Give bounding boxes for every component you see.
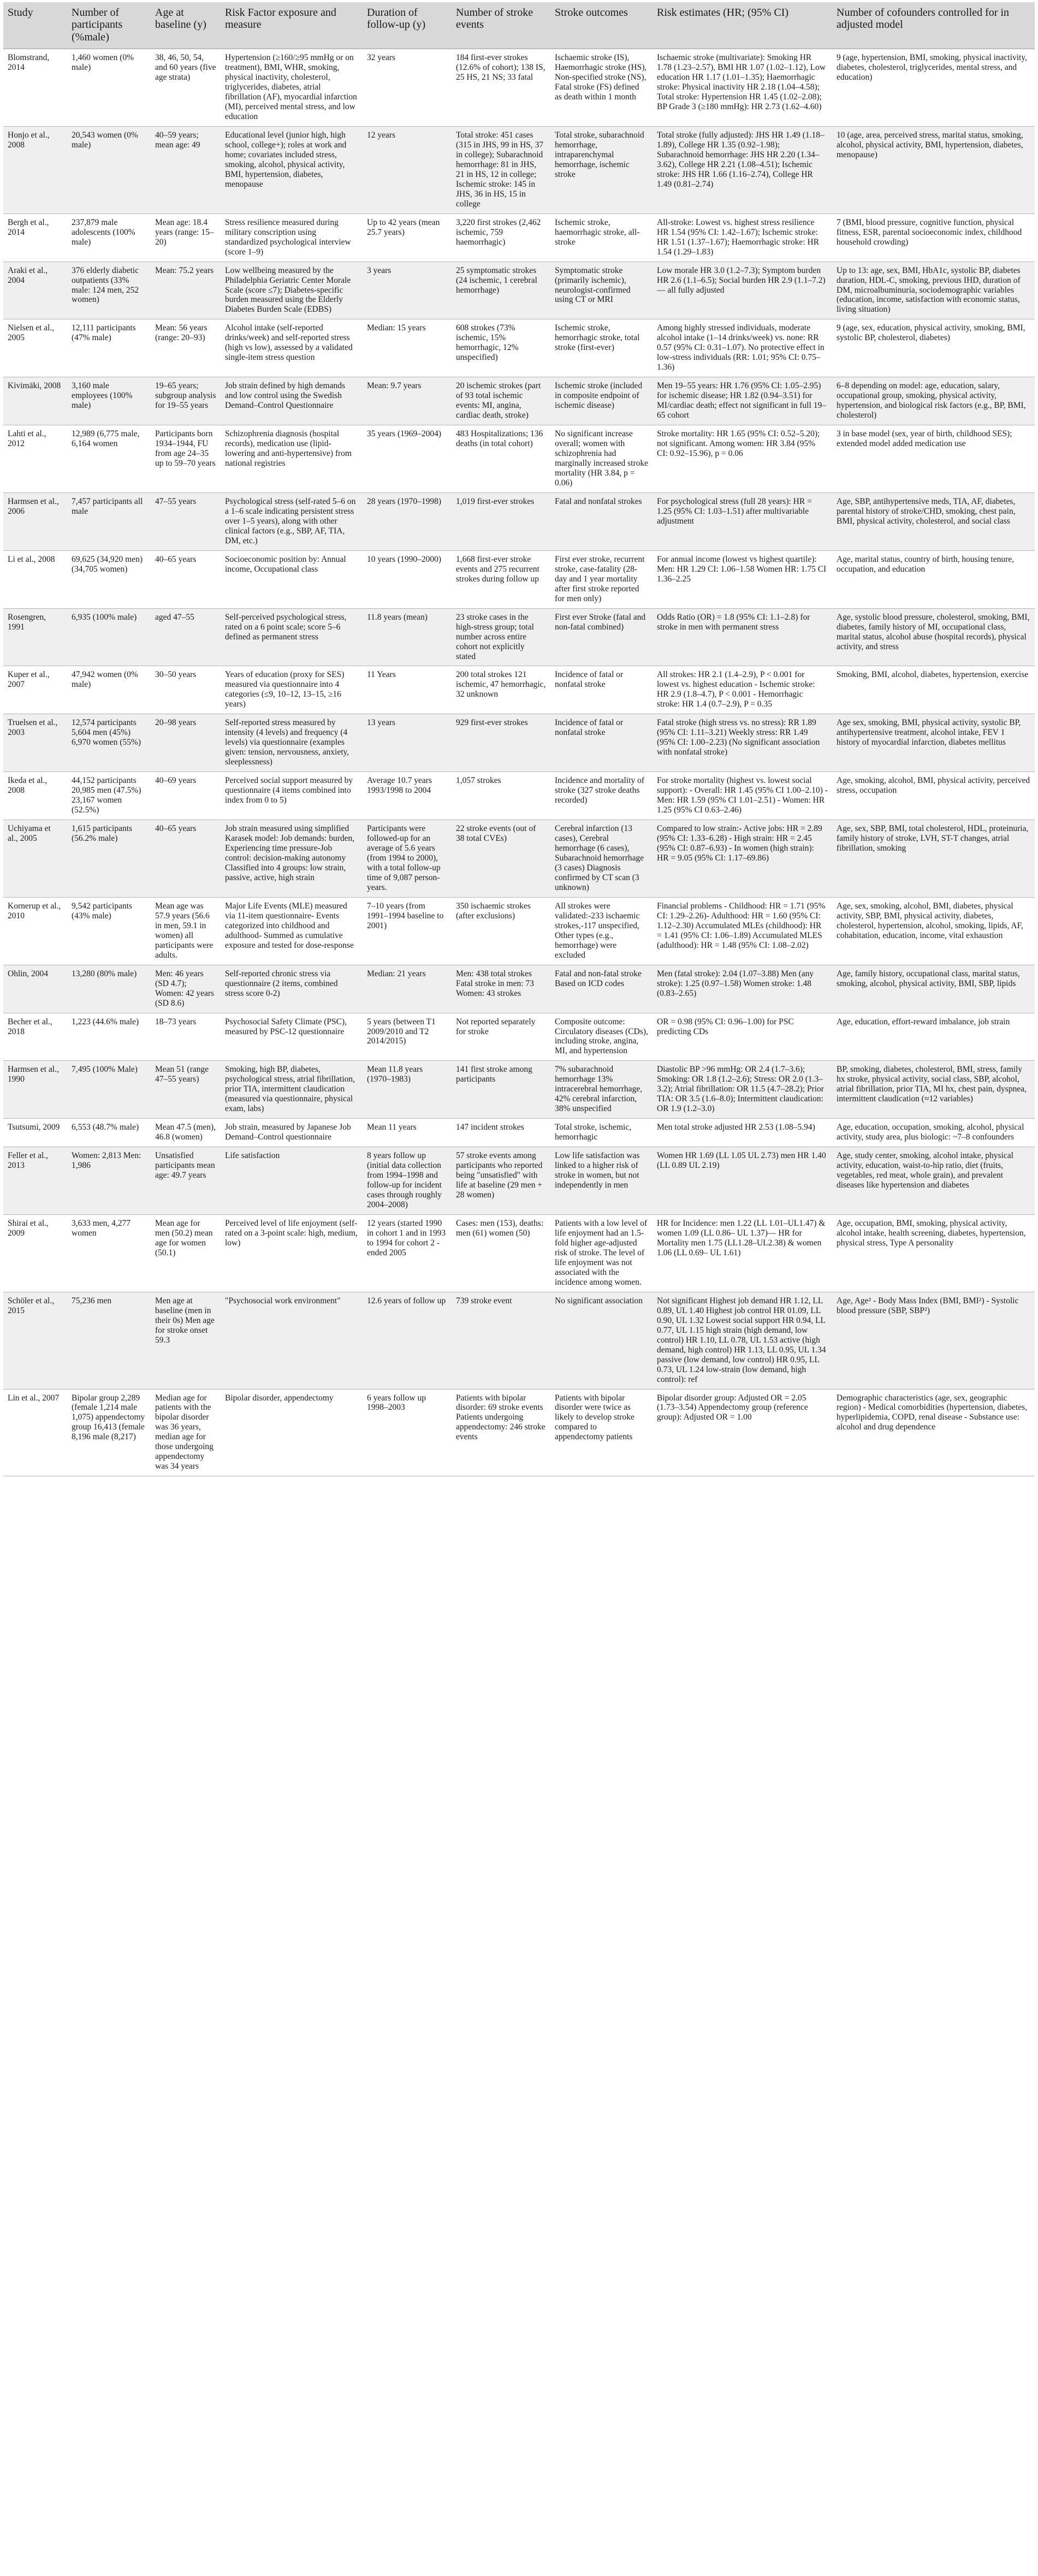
table-cell: 3 years xyxy=(363,262,452,319)
table-cell: Patients with bipolar disorder were twice as likely to develop stroke compared to appendectomy patients xyxy=(550,1389,653,1476)
table-cell: 11.8 years (mean) xyxy=(363,608,452,666)
table-cell: Ischemic stroke, haemorrhagic stroke, all-stroke xyxy=(550,213,653,262)
table-cell: 237,879 male adolescents (100% male) xyxy=(67,213,151,262)
table-cell: Mean 11 years xyxy=(363,1119,452,1147)
study-cell: Bergh et al., 2014 xyxy=(3,213,67,262)
table-cell: 1,223 (44.6% male) xyxy=(67,1013,151,1061)
table-cell: Age, marital status, country of birth, housing tenure, occupation, and education xyxy=(832,550,1035,608)
table-cell: 6,553 (48.7% male) xyxy=(67,1119,151,1147)
table-cell: 350 ischaemic strokes (after exclusions) xyxy=(452,897,550,965)
table-cell: 10 (age, area, perceived stress, marital status, smoking, alcohol, physical activity, BMI, hypertension, diabetes, menopause) xyxy=(832,126,1035,213)
table-cell: Women HR 1.69 (LL 1.05 UL 2.73) men HR 1.40 (LL 0.89 UL 2.19) xyxy=(653,1147,832,1215)
table-cell: 6,935 (100% male) xyxy=(67,608,151,666)
table-cell: Psychosocial Safety Climate (PSC), measured by PSC-12 questionnaire xyxy=(221,1013,363,1061)
column-header: Risk estimates (HR; (95% CI) xyxy=(653,2,832,49)
study-cell: Becher et al., 2018 xyxy=(3,1013,67,1061)
table-cell: Compared to low strain:- Active jobs: HR = 2.89 (95% CI: 1.33–6.28) - High strain: HR = 2.45 (95% CI: 0.87–6.93) - In women (high strain): HR = 9.05 (95% CI: 1.17–69.86) xyxy=(653,820,832,898)
table-cell: Bipolar disorder group: Adjusted OR = 2.05 (1.73–3.54) Appendectomy group (reference group): Adjusted OR = 1.00 xyxy=(653,1389,832,1476)
table-cell: 184 first-ever strokes (12.6% of cohort); 138 IS, 25 HS, 21 NS; 33 fatal xyxy=(452,49,550,127)
table-cell: Mean age: 18.4 years (range: 15–20) xyxy=(151,213,221,262)
table-row xyxy=(3,319,1035,377)
study-cell: Li et al., 2008 xyxy=(3,550,67,608)
table-cell: HR for Incidence: men 1.22 (LL 1.01–UL1.47) & women 1.09 (LL 0.86– UL 1.37)— HR for Mortality men 1.75 (LL1.28–UL2.38) & women 1.06 (LL 0.69– UL 1.61) xyxy=(653,1215,832,1292)
table-cell: For stroke mortality (highest vs. lowest social support): - Overall: HR 1.45 (95% CI 1.00–2.10) - Men: HR 1.59 (95% CI 1.01–2.51) - Women: HR 1.25 (95% CI 0.63–2.46) xyxy=(653,772,832,820)
table-cell: 11 Years xyxy=(363,666,452,714)
table-cell: Major Life Events (MLE) measured via 11-item questionnaire- Events categorized into childhood and adulthood- Summed as cumulative exposure and tested for dose-response xyxy=(221,897,363,965)
column-header: Age at baseline (y) xyxy=(151,2,221,49)
table-cell: 9 (age, sex, education, physical activity, smoking, BMI, systolic BP, cholesterol, diabetes) xyxy=(832,319,1035,377)
table-row xyxy=(3,1119,1035,1147)
table-cell: 75,236 men xyxy=(67,1292,151,1389)
table-cell: No significant increase overall; women with schizophrenia had marginally increased stroke mortality (HR 3.84, p = 0.06) xyxy=(550,425,653,493)
table-cell: 929 first-ever strokes xyxy=(452,714,550,772)
table-cell: Low wellbeing measured by the Philadelphia Geriatric Center Morale Scale (score ≤7); Diabetes-specific burden measured using the Elderly Diabetes Burden Scale (EDBS) xyxy=(221,262,363,319)
table-cell: OR = 0.98 (95% CI: 0.96–1.00) for PSC predicting CDs xyxy=(653,1013,832,1061)
table-cell: Life satisfaction xyxy=(221,1147,363,1215)
study-table xyxy=(3,2,1035,1476)
table-header xyxy=(3,2,1035,49)
table-cell: 18–73 years xyxy=(151,1013,221,1061)
table-cell: 1,668 first-ever stroke events and 275 recurrent strokes during follow up xyxy=(452,550,550,608)
table-cell: First ever stroke, recurrent stroke, case-fatality (28-day and 1 year mortality after first stroke reported for men only) xyxy=(550,550,653,608)
table-cell: 19–65 years; subgroup analysis for 19–55 years xyxy=(151,377,221,425)
table-cell: 7,457 participants all male xyxy=(67,492,151,550)
table-cell: 20,543 women (0% male) xyxy=(67,126,151,213)
table-cell: Financial problems - Childhood: HR = 1.71 (95% CI: 1.29–2.26)- Adulthood: HR = 1.60 (95% CI: 1.12–2.30) Accumulated MLEs (childhood): HR = 1.41 (95% CI: 1.06–1.89) Accumulated MLES (adulthood): HR = 1.48 (95% CI: 1.08–2.02) xyxy=(653,897,832,965)
study-cell: Kivimäki, 2008 xyxy=(3,377,67,425)
table-cell: 13,280 (80% male) xyxy=(67,965,151,1013)
table-cell: Years of education (proxy for SES) measured via questionnaire into 4 categories (≤9, 10–12, 13–15, ≥16 years) xyxy=(221,666,363,714)
table-cell: 47–55 years xyxy=(151,492,221,550)
table-cell: Participants were followed-up for an average of 5.6 years (from 1994 to 2000), with a total follow-up time of 9,087 person-years. xyxy=(363,820,452,898)
table-cell: 3,220 first strokes (2,462 ischemic, 759 haemorrhagic) xyxy=(452,213,550,262)
study-cell: Shirai et al., 2009 xyxy=(3,1215,67,1292)
table-row xyxy=(3,492,1035,550)
table-cell: Schizophrenia diagnosis (hospital records), medication use (lipid-lowering and anti-hypertensive) from national registries xyxy=(221,425,363,493)
table-cell: Up to 13: age, sex, BMI, HbA1c, systolic BP, diabetes duration, HDL-C, smoking, previous IHD, duration of DM, microalbuminuria, sociodemographic variables (education, income, satisfaction with economic status, living situation) xyxy=(832,262,1035,319)
study-cell: Ohlin, 2004 xyxy=(3,965,67,1013)
table-cell: 12 years xyxy=(363,126,452,213)
table-row xyxy=(3,897,1035,965)
table-cell: 9 (age, hypertension, BMI, smoking, physical inactivity, diabetes, cholesterol, triglycerides, mental stress, and education) xyxy=(832,49,1035,127)
table-cell: Age, sex, SBP, BMI, total cholesterol, HDL, proteinuria, family history of stroke, LVH, ST-T changes, atrial fibrillation, smoking xyxy=(832,820,1035,898)
study-cell: Ikeda et al., 2008 xyxy=(3,772,67,820)
table-row xyxy=(3,1061,1035,1119)
table-cell: 483 Hospitalizations; 136 deaths (in total cohort) xyxy=(452,425,550,493)
table-cell: Mean: 56 years (range: 20–93) xyxy=(151,319,221,377)
table-cell: Age, sex, smoking, alcohol, BMI, diabetes, physical activity, SBP, BMI, physical activity, diabetes, cholesterol, hypertension, alcohol, smoking, lipids, AF, cohabitation, education, income, vital exhaustion xyxy=(832,897,1035,965)
table-cell: Perceived level of life enjoyment (self-rated on a 3-point scale: high, medium, low) xyxy=(221,1215,363,1292)
table-cell: 13 years xyxy=(363,714,452,772)
table-cell: Symptomatic stroke (primarily ischemic), neurologist-confirmed using CT or MRI xyxy=(550,262,653,319)
table-cell: No significant association xyxy=(550,1292,653,1389)
table-row xyxy=(3,666,1035,714)
table-cell: 12,574 participants 5,604 men (45%) 6,970 women (55%) xyxy=(67,714,151,772)
table-cell: 20 ischemic strokes (part of 93 total ischemic events: MI, angina, cardiac death, stroke) xyxy=(452,377,550,425)
table-cell: Hypertension (≥160/≥95 mmHg or on treatment), BMI, WHR, smoking, physical inactivity, cholesterol, triglycerides, diabetes, atrial fibrillation (AF), myocardial infarction (MI), perceived mental stress, and low education xyxy=(221,49,363,127)
table-cell: Mean 51 (range 47–55 years) xyxy=(151,1061,221,1119)
table-cell: 12.6 years of follow up xyxy=(363,1292,452,1389)
table-cell: 32 years xyxy=(363,49,452,127)
table-cell: 1,460 women (0% male) xyxy=(67,49,151,127)
table-cell: Men (fatal stroke): 2.04 (1.07–3.88) Men (any stroke): 1.25 (0.97–1.58) Women stroke: 1.48 (0.83–2.65) xyxy=(653,965,832,1013)
table-cell: Total stroke (fully adjusted): JHS HR 1.49 (1.18–1.89), College HR 1.35 (0.92–1.98); Subarachnoid hemorrhage: JHS HR 2.20 (1.34–3.62), College HR 2.21 (1.08–4.51); Ischemic stroke: JHS HR 1.66 (1.16–2.74), College HR 1.49 (0.81–2.74) xyxy=(653,126,832,213)
table-row xyxy=(3,550,1035,608)
table-cell: 20–98 years xyxy=(151,714,221,772)
table-cell: 8 years follow up (initial data collection from 1994–1998 and follow-up for incident cases through roughly 2004–2008) xyxy=(363,1147,452,1215)
table-cell: Age sex, smoking, BMI, physical activity, systolic BP, antihypertensive treatment, alcohol intake, FEV 1 history of myocardial infarction, diabetes mellitus xyxy=(832,714,1035,772)
table-row xyxy=(3,1292,1035,1389)
table-cell: Composite outcome: Circulatory diseases (CDs), including stroke, angina, MI, and hypertension xyxy=(550,1013,653,1061)
table-row xyxy=(3,714,1035,772)
study-cell: Lin et al., 2007 xyxy=(3,1389,67,1476)
table-cell: Psychological stress (self-rated 5–6 on a 1–6 scale indicating persistent stress over 1–5 years), along with other clinical factors (e.g., SBP, AF, TIA, DM, etc.) xyxy=(221,492,363,550)
table-row xyxy=(3,608,1035,666)
table-cell: Job strain measured using simplified Karasek model: Job demands: burden, Experiencing time pressure-Job control: decision-making autonomy Classified into 4 groups: low strain, passive, active, high strain xyxy=(221,820,363,898)
table-cell: Socioeconomic position by: Annual income, Occupational class xyxy=(221,550,363,608)
table-cell: For psychological stress (full 28 years): HR = 1.25 (95% CI: 1.03–1.51) after multivariable adjustment xyxy=(653,492,832,550)
table-cell: 6 years follow up 1998–2003 xyxy=(363,1389,452,1476)
table-cell: Participants born 1934–1944, FU from age 24–35 up to 59–70 years xyxy=(151,425,221,493)
table-cell: Patients with a low level of life enjoyment had an 1.5-fold higher age-adjusted risk of stroke. The level of life enjoyment was not associated with the incidence among women. xyxy=(550,1215,653,1292)
table-cell: Odds Ratio (OR) = 1.8 (95% CI: 1.1–2.8) for stroke in men with permanent stress xyxy=(653,608,832,666)
table-row xyxy=(3,49,1035,127)
table-cell: Patients with bipolar disorder: 69 stroke events Patients undergoing appendectomy: 246 stroke events xyxy=(452,1389,550,1476)
table-cell: Average 10.7 years 1993/1998 to 2004 xyxy=(363,772,452,820)
table-row xyxy=(3,262,1035,319)
study-cell: Blomstrand, 2014 xyxy=(3,49,67,127)
table-cell: 200 total strokes 121 ischemic, 47 hemorrhagic, 32 unknown xyxy=(452,666,550,714)
table-cell: 141 first stroke among participants xyxy=(452,1061,550,1119)
table-cell: 9,542 participants (43% male) xyxy=(67,897,151,965)
table-cell: 47,942 women (0% male) xyxy=(67,666,151,714)
table-cell: Low life satisfaction was linked to a higher risk of stroke in women, but not independently in men xyxy=(550,1147,653,1215)
table-cell: Mean age was 57.9 years (56.6 in men, 59.1 in women) all participants were adults. xyxy=(151,897,221,965)
table-cell: Age, education, occupation, smoking, alcohol, physical activity, study area, plus biologic: ~7–8 confounders xyxy=(832,1119,1035,1147)
table-cell: Men 19–55 years: HR 1.76 (95% CI: 1.05–2.95) for ischemic disease; HR 1.82 (0.94–3.51) for MI/cardiac death; effect not significant in full 19–65 cohort xyxy=(653,377,832,425)
table-cell: "Psychosocial work environment" xyxy=(221,1292,363,1389)
table-cell: Fatal stroke (high stress vs. no stress): RR 1.89 (95% CI: 1.11–3.21) Weekly stress: RR 1.49 (95% CI: 1.00–2.23) (No significant association with nonfatal stroke) xyxy=(653,714,832,772)
column-header: Number of cofounders controlled for in adjusted model xyxy=(832,2,1035,49)
table-cell: Mean: 75.2 years xyxy=(151,262,221,319)
table-row xyxy=(3,1013,1035,1061)
study-cell: Truelsen et al., 2003 xyxy=(3,714,67,772)
table-cell: Incidence of fatal or nonfatal stroke xyxy=(550,714,653,772)
table-cell: All-stroke: Lowest vs. highest stress resilience HR 1.54 (95% CI: 1.42–1.67); Ischemic stroke: HR 1.51 (1.37–1.67); Haemorrhagic stroke: HR 1.54 (1.29–1.83) xyxy=(653,213,832,262)
table-cell: 1,019 first-ever strokes xyxy=(452,492,550,550)
table-cell: Mean age for men (50.2) mean age for women (50.1) xyxy=(151,1215,221,1292)
table-cell: 25 symptomatic strokes (24 ischemic, 1 cerebral hemorrhage) xyxy=(452,262,550,319)
table-row xyxy=(3,126,1035,213)
table-cell: Self-reported chronic stress via questionnaire (2 items, combined stress score 0-2) xyxy=(221,965,363,1013)
table-cell: 57 stroke events among participants who reported being "unsatisfied" with life at baseline (29 men + 28 women) xyxy=(452,1147,550,1215)
table-cell: Men: 46 years (SD 4.7); Women: 42 years (SD 8.6) xyxy=(151,965,221,1013)
table-cell: Total stroke, subarachnoid hemorrhage, intraparenchymal hemorrhage, ischemic stroke xyxy=(550,126,653,213)
table-cell: 28 years (1970–1998) xyxy=(363,492,452,550)
table-cell: Job strain, measured by Japanese Job Demand–Control questionnaire xyxy=(221,1119,363,1147)
table-row xyxy=(3,772,1035,820)
table-cell: Incidence and mortality of stroke (327 stroke deaths recorded) xyxy=(550,772,653,820)
study-cell: Rosengren, 1991 xyxy=(3,608,67,666)
table-cell: 69,625 (34,920 men) (34,705 women) xyxy=(67,550,151,608)
table-cell: 7% subarachnoid hemorrhage 13% intracerebral hemorrhage, 42% cerebral infarction, 38% unspecified xyxy=(550,1061,653,1119)
table-cell: BP, smoking, diabetes, cholesterol, BMI, stress, family hx stroke, physical activity, social class, SBP, alcohol, atrial fibrillation, prior TIA, MI hx, chest pain, dyspnea, intermittent claudication (≈12 variables) xyxy=(832,1061,1035,1119)
study-cell: Tsutsumi, 2009 xyxy=(3,1119,67,1147)
table-row xyxy=(3,213,1035,262)
table-row xyxy=(3,965,1035,1013)
table-cell: 12 years (started 1990 in cohort 1 and in 1993 to 1994 for cohort 2 - ended 2005 xyxy=(363,1215,452,1292)
study-cell: Feller et al., 2013 xyxy=(3,1147,67,1215)
table-cell: Self-perceived psychological stress, rated on a 6 point scale; score 5–6 defined as permanent stress xyxy=(221,608,363,666)
column-header: Number of participants (%male) xyxy=(67,2,151,49)
study-cell: Nielsen et al., 2005 xyxy=(3,319,67,377)
table-cell: Incidence of fatal or nonfatal stroke xyxy=(550,666,653,714)
table-cell: 608 strokes (73% ischemic, 15% hemorrhagic, 12% unspecified) xyxy=(452,319,550,377)
table-cell: Age, family history, occupational class, marital status, smoking, alcohol, physical activity, BMI, SBP, lipids xyxy=(832,965,1035,1013)
table-cell: 739 stroke event xyxy=(452,1292,550,1389)
table-cell: Smoking, high BP, diabetes, psychological stress, atrial fibrillation, prior TIA, intermittent claudication (measured via questionnaire, physical exam, labs) xyxy=(221,1061,363,1119)
table-cell: 12,989 (6,775 male, 6,164 women xyxy=(67,425,151,493)
table-cell: Cerebral infarction (13 cases), Cerebral hemorrhage (6 cases), Subarachnoid hemorrhage (3 cases) Diagnosis confirmed by CT scan (3 unknown) xyxy=(550,820,653,898)
table-cell: Fatal and nonfatal strokes xyxy=(550,492,653,550)
table-cell: Among highly stressed individuals, moderate alcohol intake (1–14 drinks/week) vs. none: RR 0.57 (95% CI: 0.31–1.07). No protective effect in low-stress individuals (RR: 1.01; 95% CI: 0.75–1.36) xyxy=(653,319,832,377)
table-cell: Age, occupation, BMI, smoking, physical activity, alcohol intake, health screening, diabetes, hypertension, physical stress, Type A personality xyxy=(832,1215,1035,1292)
table-cell: 1,615 participants (56.2% male) xyxy=(67,820,151,898)
table-row xyxy=(3,1147,1035,1215)
table-cell: 35 years (1969–2004) xyxy=(363,425,452,493)
table-cell: 30–50 years xyxy=(151,666,221,714)
column-header: Study xyxy=(3,2,67,49)
table-cell: 22 stroke events (out of 38 total CVEs) xyxy=(452,820,550,898)
table-cell: Total stroke, ischemic, hemorrhagic xyxy=(550,1119,653,1147)
table-row xyxy=(3,425,1035,493)
table-cell: Stress resilience measured during military conscription using standardized psychological interview (score 1–9) xyxy=(221,213,363,262)
table-cell: Fatal and non-fatal stroke Based on ICD codes xyxy=(550,965,653,1013)
table-cell: 7 (BMI, blood pressure, cognitive function, physical fitness, ESR, parental socioeconomic index, childhood household crowding) xyxy=(832,213,1035,262)
table-cell: 147 incident strokes xyxy=(452,1119,550,1147)
column-header: Duration of follow-up (y) xyxy=(363,2,452,49)
table-cell: Perceived social support measured by questionnaire (4 items combined into index from 0 to 5) xyxy=(221,772,363,820)
table-cell: 38, 46, 50, 54, and 60 years (five age strata) xyxy=(151,49,221,127)
table-cell: 5 years (between T1 2009/2010 and T2 2014/2015) xyxy=(363,1013,452,1061)
table-cell: Mean 47.5 (men), 46.8 (women) xyxy=(151,1119,221,1147)
table-cell: Bipolar group 2,289 (female 1,214 male 1,075) appendectomy group 16,413 (female 8,196 male (8,217) xyxy=(67,1389,151,1476)
table-cell: 7,495 (100% Male) xyxy=(67,1061,151,1119)
table-cell: Alcohol intake (self-reported drinks/week) and self-reported stress (high vs low), assessed by a validated single-item stress question xyxy=(221,319,363,377)
table-cell: Stroke mortality: HR 1.65 (95% CI: 0.52–5.20); not significant. Among women: HR 3.84 (95% CI: 0.92–15.96), p = 0.06 xyxy=(653,425,832,493)
table-cell: 376 elderly diabetic outpatients (33% male: 124 men, 252 women) xyxy=(67,262,151,319)
table-cell: Bipolar disorder, appendectomy xyxy=(221,1389,363,1476)
table-cell: Men: 438 total strokes Fatal stroke in men: 73 Women: 43 strokes xyxy=(452,965,550,1013)
table-cell: 40–69 years xyxy=(151,772,221,820)
table-cell: Women: 2,813 Men: 1,986 xyxy=(67,1147,151,1215)
table-cell: Ischemic stroke (included in composite endpoint of ischemic disease) xyxy=(550,377,653,425)
table-cell: Age, systolic blood pressure, cholesterol, smoking, BMI, diabetes, family history of MI, occupational class, marital status, alcohol abuse (hospital records), physical activity, and stress xyxy=(832,608,1035,666)
table-cell: Men age at baseline (men in their 0s) Men age for stroke onset 59.3 xyxy=(151,1292,221,1389)
table-cell: Age, study center, smoking, alcohol intake, physical activity, education, waist-to-hip ratio, diet (fruits, vegetables, red meat, whole grain), and prevalent diseases like hypertension and diabetes xyxy=(832,1147,1035,1215)
table-cell: 6–8 depending on model: age, education, salary, occupational group, smoking, physical activity, hypertension, and biological risk factors (e.g., BP, BMI, cholesterol) xyxy=(832,377,1035,425)
table-cell: 23 stroke cases in the high-stress group; total number across entire cohort not explicitly stated xyxy=(452,608,550,666)
table-cell: Educational level (junior high, high school, college+); roles at work and home; covariates included stress, smoking, alcohol, physical activity, BMI, hypertension, diabetes, menopause xyxy=(221,126,363,213)
table-cell: Age, Age² - Body Mass Index (BMI, BMI²) - Systolic blood pressure (SBP, SBP²) xyxy=(832,1292,1035,1389)
table-cell: Not significant Highest job demand HR 1.12, LL 0.89, UL 1.40 Highest job control HR 01.09, LL 0.90, UL 1.32 Lowest social support HR 0.94, LL 0.77, UL 1.15 high strain (high demand, low control) HR 1.10, LL 0.78, UL 1.53 active (high demand, high control) HR 1.13, LL 0.95, UL 1.34 passive (low demand, low control) HR 0.95, LL 0.73, UL 1.24 low-strain (low demand, high control): ref xyxy=(653,1292,832,1389)
study-cell: Kornerup et al., 2010 xyxy=(3,897,67,965)
table-cell: 3,160 male employees (100% male) xyxy=(67,377,151,425)
table-cell: Mean: 9.7 years xyxy=(363,377,452,425)
table-cell: Mean 11.8 years (1970–1983) xyxy=(363,1061,452,1119)
table-cell: aged 47–55 xyxy=(151,608,221,666)
table-cell: Cases: men (153), deaths: men (61) women (50) xyxy=(452,1215,550,1292)
table-cell: Unsatisfied participants mean age: 49.7 years xyxy=(151,1147,221,1215)
table-cell: Diastolic BP >96 mmHg: OR 2.4 (1.7–3.6); Smoking: OR 1.8 (1.2–2.6); Stress: OR 2.0 (1.3–3.2); Atrial fibrillation: OR 11.5 (4.7–28.2); Prior TIA: OR 3.5 (1.6–8.0); Intermittent claudication: OR 1.9 (1.2–3.0) xyxy=(653,1061,832,1119)
table-cell: Ischemic stroke, hemorrhagic stroke, total stroke (first-ever) xyxy=(550,319,653,377)
table-body xyxy=(3,49,1035,1476)
table-cell: Age, SBP, antihypertensive meds, TIA, AF, diabetes, parental history of stroke/CHD, smoking, chest pain, BMI, physical activity, cholesterol, and social class xyxy=(832,492,1035,550)
column-header: Number of stroke events xyxy=(452,2,550,49)
table-row xyxy=(3,820,1035,898)
table-row xyxy=(3,1215,1035,1292)
table-cell: All strokes: HR 2.1 (1.4–2.9), P < 0.001 for lowest vs. highest education - Ischemic stroke: HR 2.9 (1.8–4.7), P < 0.001 - Hemorrhagic stroke: HR 1.4 (0.7–2.9), P = 0.35 xyxy=(653,666,832,714)
study-cell: Harmsen et al., 2006 xyxy=(3,492,67,550)
table-cell: Low morale HR 3.0 (1.2–7.3); Symptom burden HR 2.6 (1.1–6.5); Social burden HR 2.9 (1.1–7.2) — all fully adjusted xyxy=(653,262,832,319)
table-cell: Job strain defined by high demands and low control using the Swedish Demand–Control Questionnaire xyxy=(221,377,363,425)
table-cell: Demographic characteristics (age, sex, geographic region) - Medical comorbidities (hypertension, diabetes, hyperlipidemia, COPD, renal disease - Substance use: alcohol and drug dependence xyxy=(832,1389,1035,1476)
study-cell: Schöler et al., 2015 xyxy=(3,1292,67,1389)
table-cell: 44,152 participants 20,985 men (47.5%) 23,167 women (52.5%) xyxy=(67,772,151,820)
table-cell: 40–65 years xyxy=(151,820,221,898)
header-row xyxy=(3,2,1035,49)
table-cell: 10 years (1990–2000) xyxy=(363,550,452,608)
study-cell: Honjo et al., 2008 xyxy=(3,126,67,213)
table-cell: Up to 42 years (mean 25.7 years) xyxy=(363,213,452,262)
table-cell: Not reported separately for stroke xyxy=(452,1013,550,1061)
table-cell: Total stroke: 451 cases (315 in JHS, 99 in HS, 37 in college); Subarachnoid hemorrhage: 81 in JHS, 21 in HS, 12 in college; Ischemic stroke: 145 in JHS, 36 in HS, 15 in college xyxy=(452,126,550,213)
study-cell: Harmsen et al., 1990 xyxy=(3,1061,67,1119)
table-cell: For annual income (lowest vs highest quartile): Men: HR 1.29 CI: 1.06–1.58 Women HR: 1.75 CI 1.36–2.25 xyxy=(653,550,832,608)
table-cell: Age, smoking, alcohol, BMI, physical activity, perceived stress, occupation xyxy=(832,772,1035,820)
study-cell: Kuper et al., 2007 xyxy=(3,666,67,714)
column-header: Stroke outcomes xyxy=(550,2,653,49)
study-cell: Araki et al., 2004 xyxy=(3,262,67,319)
table-cell: Ischaemic stroke (IS), Haemorrhagic stroke (HS), Non-specified stroke (NS), Fatal stroke (FS) defined as death within 1 month xyxy=(550,49,653,127)
table-cell: 12,111 participants (47% male) xyxy=(67,319,151,377)
table-cell: Age, education, effort-reward imbalance, job strain xyxy=(832,1013,1035,1061)
column-header: Risk Factor exposure and measure xyxy=(221,2,363,49)
table-cell: Median: 21 years xyxy=(363,965,452,1013)
table-cell: 40–65 years xyxy=(151,550,221,608)
study-cell: Uchiyama et al., 2005 xyxy=(3,820,67,898)
table-cell: Smoking, BMI, alcohol, diabetes, hypertension, exercise xyxy=(832,666,1035,714)
table-cell: All strokes were validated:-233 ischaemic strokes,-117 unspecified, Other types (e.g., hemorrhage) were excluded xyxy=(550,897,653,965)
study-cell: Lahti et al., 2012 xyxy=(3,425,67,493)
table-cell: Median age for patients with the bipolar disorder was 36 years, median age for those undergoing appendectomy was 34 years xyxy=(151,1389,221,1476)
table-cell: 40–59 years; mean age: 49 xyxy=(151,126,221,213)
table-cell: 7–10 years (from 1991–1994 baseline to 2001) xyxy=(363,897,452,965)
table-cell: 1,057 strokes xyxy=(452,772,550,820)
table-cell: Ischaemic stroke (multivariate): Smoking HR 1.78 (1.23–2.57), BMI HR 1.07 (1.02–1.12), Low education HR 1.17 (1.01–1.35); Haemorrhagic stroke: Physical inactivity HR 2.18 (1.04–4.58); Total stroke: Hypertension HR 1.45 (1.02–2.08); BP Grade 3 (≥180 mmHg): HR 2.73 (1.62–4.60) xyxy=(653,49,832,127)
table-cell: Median: 15 years xyxy=(363,319,452,377)
table-cell: Self-reported stress measured by intensity (4 levels) and frequency (4 levels) via questionnaire (examples given: tension, nervousness, anxiety, sleeplessness) xyxy=(221,714,363,772)
table-row xyxy=(3,377,1035,425)
table-cell: 3,633 men, 4,277 women xyxy=(67,1215,151,1292)
table-cell: Men total stroke adjusted HR 2.53 (1.08–5.94) xyxy=(653,1119,832,1147)
table-row xyxy=(3,1389,1035,1476)
table-cell: First ever Stroke (fatal and non-fatal combined) xyxy=(550,608,653,666)
table-cell: 3 in base model (sex, year of birth, childhood SES); extended model added medication use xyxy=(832,425,1035,493)
